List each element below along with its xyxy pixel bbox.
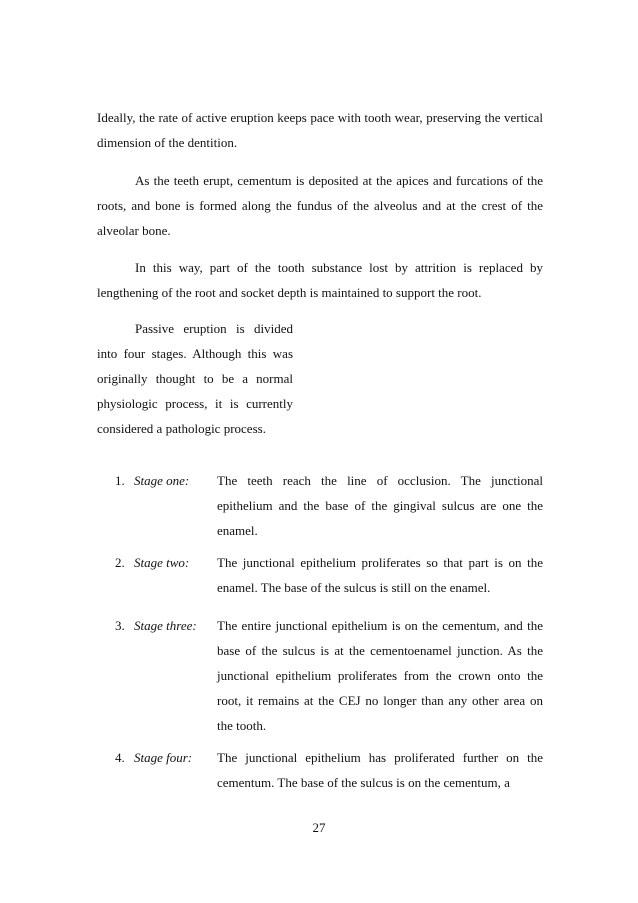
list-item xyxy=(97,745,543,805)
stage-name: Stage one: xyxy=(134,473,190,488)
page-number: 27 xyxy=(312,820,326,835)
stage-description: The junctional epithelium proliferates so that part is on the enamel. The base of the sulcus is still on the enamel. xyxy=(217,555,543,595)
stage-number: 4. xyxy=(115,750,125,765)
stage-name: Stage four: xyxy=(134,750,193,765)
stage-number: 3. xyxy=(115,618,125,633)
paragraph-active-eruption: Ideally, the rate of active eruption keeps pace with tooth wear, preserving the vertical dimension of the dentition. xyxy=(97,110,543,150)
list-item xyxy=(97,468,543,550)
paragraph-passive-eruption-intro: Passive eruption is divided into four stages. Although this was originally thought to be a normal physiologic process, it is currently considered a pathologic process. xyxy=(97,321,293,436)
stage-name: Stage two: xyxy=(134,555,190,570)
stage-number: 2. xyxy=(115,555,125,570)
stage-description: The entire junctional epithelium is on the cementum, and the base of the sulcus is at the cementoenamel junction. As the junctional epithelium proliferates from the crown onto the root, it remains at the CEJ no longer than any other area on the tooth. xyxy=(217,618,543,733)
paragraph-attrition-compensation: In this way, part of the tooth substance lost by attrition is replaced by lengthening of the root and socket depth is maintained to support the root. xyxy=(97,260,543,300)
stages-list xyxy=(97,468,543,805)
list-item xyxy=(97,550,543,613)
paragraph-cementum-deposition: As the teeth erupt, cementum is deposited at the apices and furcations of the roots, and bone is formed along the fundus of the alveolus and at the crest of the alveolar bone. xyxy=(97,173,543,238)
stage-description: The teeth reach the line of occlusion. The junctional epithelium and the base of the gingival sulcus are one the enamel. xyxy=(217,473,543,538)
list-item xyxy=(97,613,543,745)
stage-description: The junctional epithelium has proliferated further on the cementum. The base of the sulcus is on the cementum, a xyxy=(217,750,543,790)
stage-name: Stage three: xyxy=(134,618,197,633)
stage-number: 1. xyxy=(115,473,125,488)
